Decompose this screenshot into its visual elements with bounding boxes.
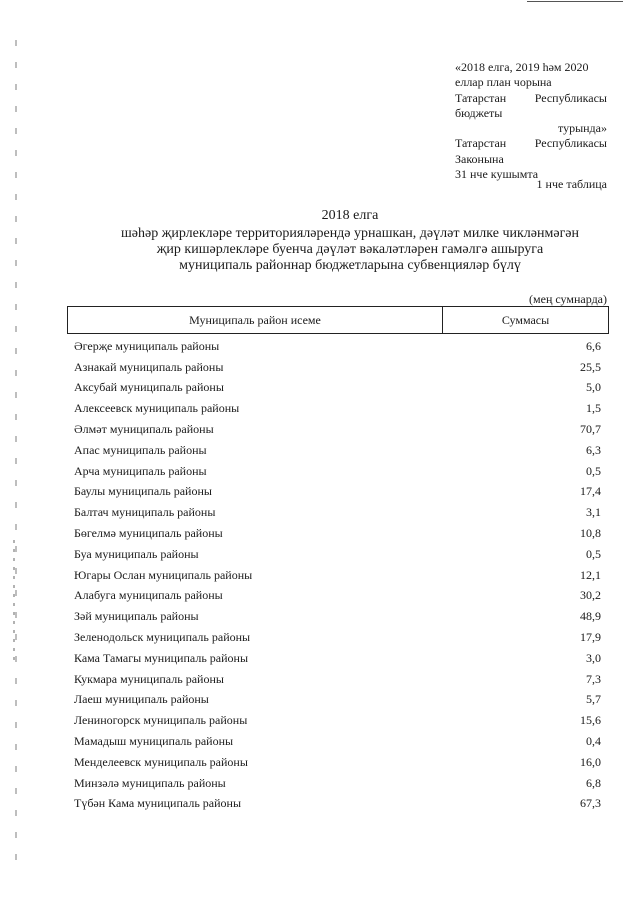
table-row: [74, 773, 601, 794]
district-sum: 17,9: [580, 630, 601, 645]
table-body: [74, 336, 601, 814]
table-header: [67, 306, 609, 334]
district-name: Алексеевск муниципаль районы: [74, 401, 240, 416]
table-number: 1 нче таблица: [536, 177, 607, 191]
header-word: «2018 елга, 2019 һәм 2020: [455, 60, 589, 74]
table-row: [74, 731, 601, 752]
document-title: [60, 208, 640, 274]
title-line-2: җир кишәрлекләре буенча дәүләт вәкаләтләрен гамәлгә ашыруга: [156, 242, 544, 257]
table-row: [74, 586, 601, 607]
district-name: Минзәлә муниципаль районы: [74, 775, 226, 790]
title-line-1: шәһәр җирлекләре территорияләрендә урнашкан, дәүләт милке чикләнмәгән: [120, 226, 580, 241]
table-row: [74, 419, 601, 440]
annex-header: [455, 60, 607, 182]
district-sum: 0,5: [586, 463, 601, 478]
district-sum: 3,0: [586, 650, 601, 665]
table-row: [74, 544, 601, 565]
district-name: Апас муниципаль районы: [74, 442, 207, 457]
header-line: [455, 152, 607, 167]
header-word: Татарстан: [455, 90, 507, 105]
district-name: Аксубай муниципаль районы: [74, 380, 224, 395]
left-margin-marks: [15, 40, 17, 860]
units-note: (мең сумнарда): [529, 292, 607, 306]
district-sum: 70,7: [580, 422, 601, 437]
header-line: [455, 136, 607, 151]
district-sum: 3,1: [586, 505, 601, 520]
header-line: [455, 121, 607, 136]
district-name: Арча муниципаль районы: [74, 463, 207, 478]
district-sum: 15,6: [580, 713, 601, 728]
district-name: Кукмара муниципаль районы: [74, 671, 224, 686]
table-row: [74, 357, 601, 378]
district-name: Азнакай муниципаль районы: [74, 359, 224, 374]
district-name: Мамадыш муниципаль районы: [74, 734, 234, 749]
table-row: [74, 669, 601, 690]
district-name: Түбән Кама муниципаль районы: [74, 796, 242, 811]
table-row: [74, 336, 601, 357]
district-name: Зеленодольск муниципаль районы: [74, 630, 251, 645]
district-sum: 6,6: [586, 338, 601, 353]
table-row: [74, 523, 601, 544]
table-row: [74, 378, 601, 399]
district-sum: 7,3: [586, 671, 601, 686]
district-name: Буа муниципаль районы: [74, 546, 199, 561]
header-word: Республикасы: [534, 136, 607, 151]
table-row: [74, 398, 601, 419]
district-sum: 5,7: [586, 692, 601, 707]
district-name: Югары Ослан муниципаль районы: [74, 567, 253, 582]
district-sum: 12,1: [580, 567, 601, 582]
title-year: 2018 елга: [321, 208, 379, 223]
district-name: Лаеш муниципаль районы: [74, 692, 209, 707]
district-sum: 16,0: [580, 754, 601, 769]
district-name: Зәй муниципаль районы: [74, 609, 199, 624]
header-word: Татарстан: [455, 136, 507, 151]
district-sum: 6,8: [586, 775, 601, 790]
header-word: Республикасы: [534, 90, 607, 105]
table-row: [74, 648, 601, 669]
district-name: Балтач муниципаль районы: [74, 505, 216, 520]
header-line: [455, 75, 607, 90]
header-line: [455, 91, 607, 106]
district-name: Әлмәт муниципаль районы: [74, 422, 214, 437]
district-sum: 5,0: [586, 380, 601, 395]
header-word: бюджеты: [455, 105, 503, 120]
header-word: турында»: [557, 121, 607, 136]
column-header-name: Муниципаль район исеме: [68, 307, 443, 333]
table-row: [74, 794, 601, 815]
header-word: Законына: [455, 151, 504, 166]
district-sum: 48,9: [580, 609, 601, 624]
district-sum: 10,8: [580, 526, 601, 541]
table-row: [74, 565, 601, 586]
table-row: [74, 710, 601, 731]
district-sum: 25,5: [580, 359, 601, 374]
table-row: [74, 752, 601, 773]
district-name: Менделеевск муниципаль районы: [74, 754, 248, 769]
district-sum: 0,5: [586, 546, 601, 561]
district-name: Бөгелмә муниципаль районы: [74, 526, 223, 541]
district-sum: 17,4: [580, 484, 601, 499]
district-name: Лениногорск муниципаль районы: [74, 713, 248, 728]
header-line: [455, 60, 607, 75]
table-row: [74, 482, 601, 503]
title-line-3: муниципаль районнар бюджетларына субвенцияләр бүлү: [179, 258, 521, 273]
district-sum: 67,3: [580, 796, 601, 811]
top-edge-line: [527, 1, 623, 2]
column-header-sum: Суммасы: [501, 312, 550, 327]
header-word: 31 нче кушымта: [455, 167, 539, 182]
district-sum: 6,3: [586, 442, 601, 457]
district-name: Әгерҗе муниципаль районы: [74, 338, 220, 353]
table-row: [74, 461, 601, 482]
left-margin-marks-secondary: [13, 540, 15, 660]
district-sum: 0,4: [586, 734, 601, 749]
table-row: [74, 440, 601, 461]
district-sum: 30,2: [580, 588, 601, 603]
district-name: Баулы муниципаль районы: [74, 484, 212, 499]
district-sum: 1,5: [586, 401, 601, 416]
table-row: [74, 690, 601, 711]
header-word: еллар план чорына: [455, 75, 552, 90]
table-row: [74, 627, 601, 648]
district-name: Кама Тамагы муниципаль районы: [74, 650, 249, 665]
district-name: Алабуга муниципаль районы: [74, 588, 223, 603]
table-row: [74, 502, 601, 523]
table-row: [74, 606, 601, 627]
header-line: [455, 106, 607, 121]
